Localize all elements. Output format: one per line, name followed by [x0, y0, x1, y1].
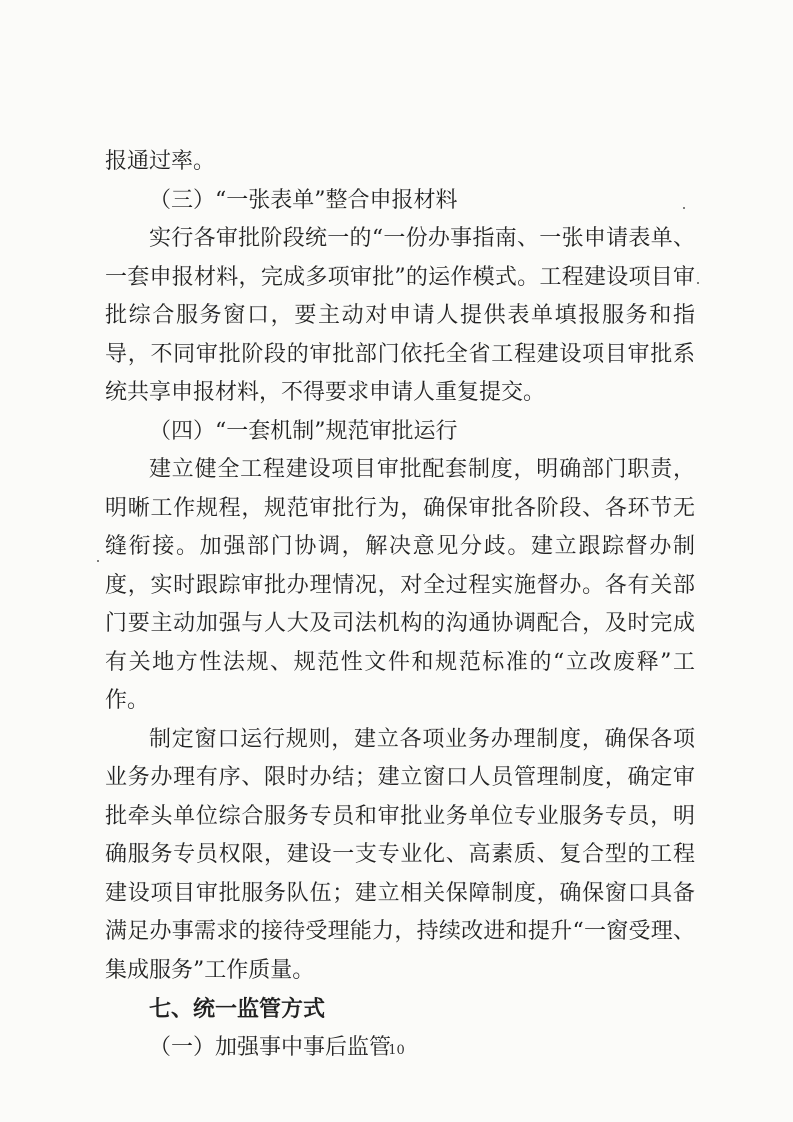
scan-speck	[697, 282, 699, 284]
subheading-1: （一）加强事中事后监管	[149, 1034, 392, 1060]
section-heading-7: 七、统一监管方式	[149, 996, 326, 1022]
paragraph-single-form: 实行各审批阶段统一的“一份办事指南、一张申请表单、一套申报材料，完成多项审批”的运作模式。工程建设项目审批综合服务窗口，要主动对申请人提供表单填报服务和指导，不同审批阶段的审批部门依托全省工程建设项目审批系统共享申报材料，不得要求申请人重复提交。	[105, 226, 695, 405]
subheading-4: （四）“一套机制”规范审批运行	[149, 418, 458, 444]
document-body	[105, 143, 695, 1067]
scan-speck	[683, 207, 685, 209]
paragraph-window-rules: 制定窗口运行规则，建立各项业务办理制度，确保各项业务办理有序、限时办结；建立窗口人员管理制度，确定审批牵头单位综合服务专员和审批业务单位专业服务专员，明确服务专员权限，建设一支专业化、高素质、复合型的工程建设项目审批服务队伍；建立相关保障制度，确保窗口具备满足办事需求的接待受理能力，持续改进和提升“一窗受理、集成服务”工作质量。	[105, 726, 695, 983]
paragraph-mechanism: 建立健全工程建设项目审批配套制度，明确部门职责，明晰工作规程，规范审批行为，确保审批各阶段、各环节无缝衔接。加强部门协调，解决意见分歧。建立跟踪督办制度，实时跟踪审批办理情况，对全过程实施督办。各有关部门要主动加强与人大及司法机构的沟通协调配合，及时完成有关地方性法规、规范性文件和规范标准的“立改废释”工作。	[105, 457, 695, 713]
page-number: 10	[388, 1043, 405, 1058]
scan-speck	[97, 560, 99, 562]
paragraph-continuation: 报通过率。	[105, 149, 216, 174]
subheading-3: （三）“一张表单”整合申报材料	[149, 187, 458, 213]
